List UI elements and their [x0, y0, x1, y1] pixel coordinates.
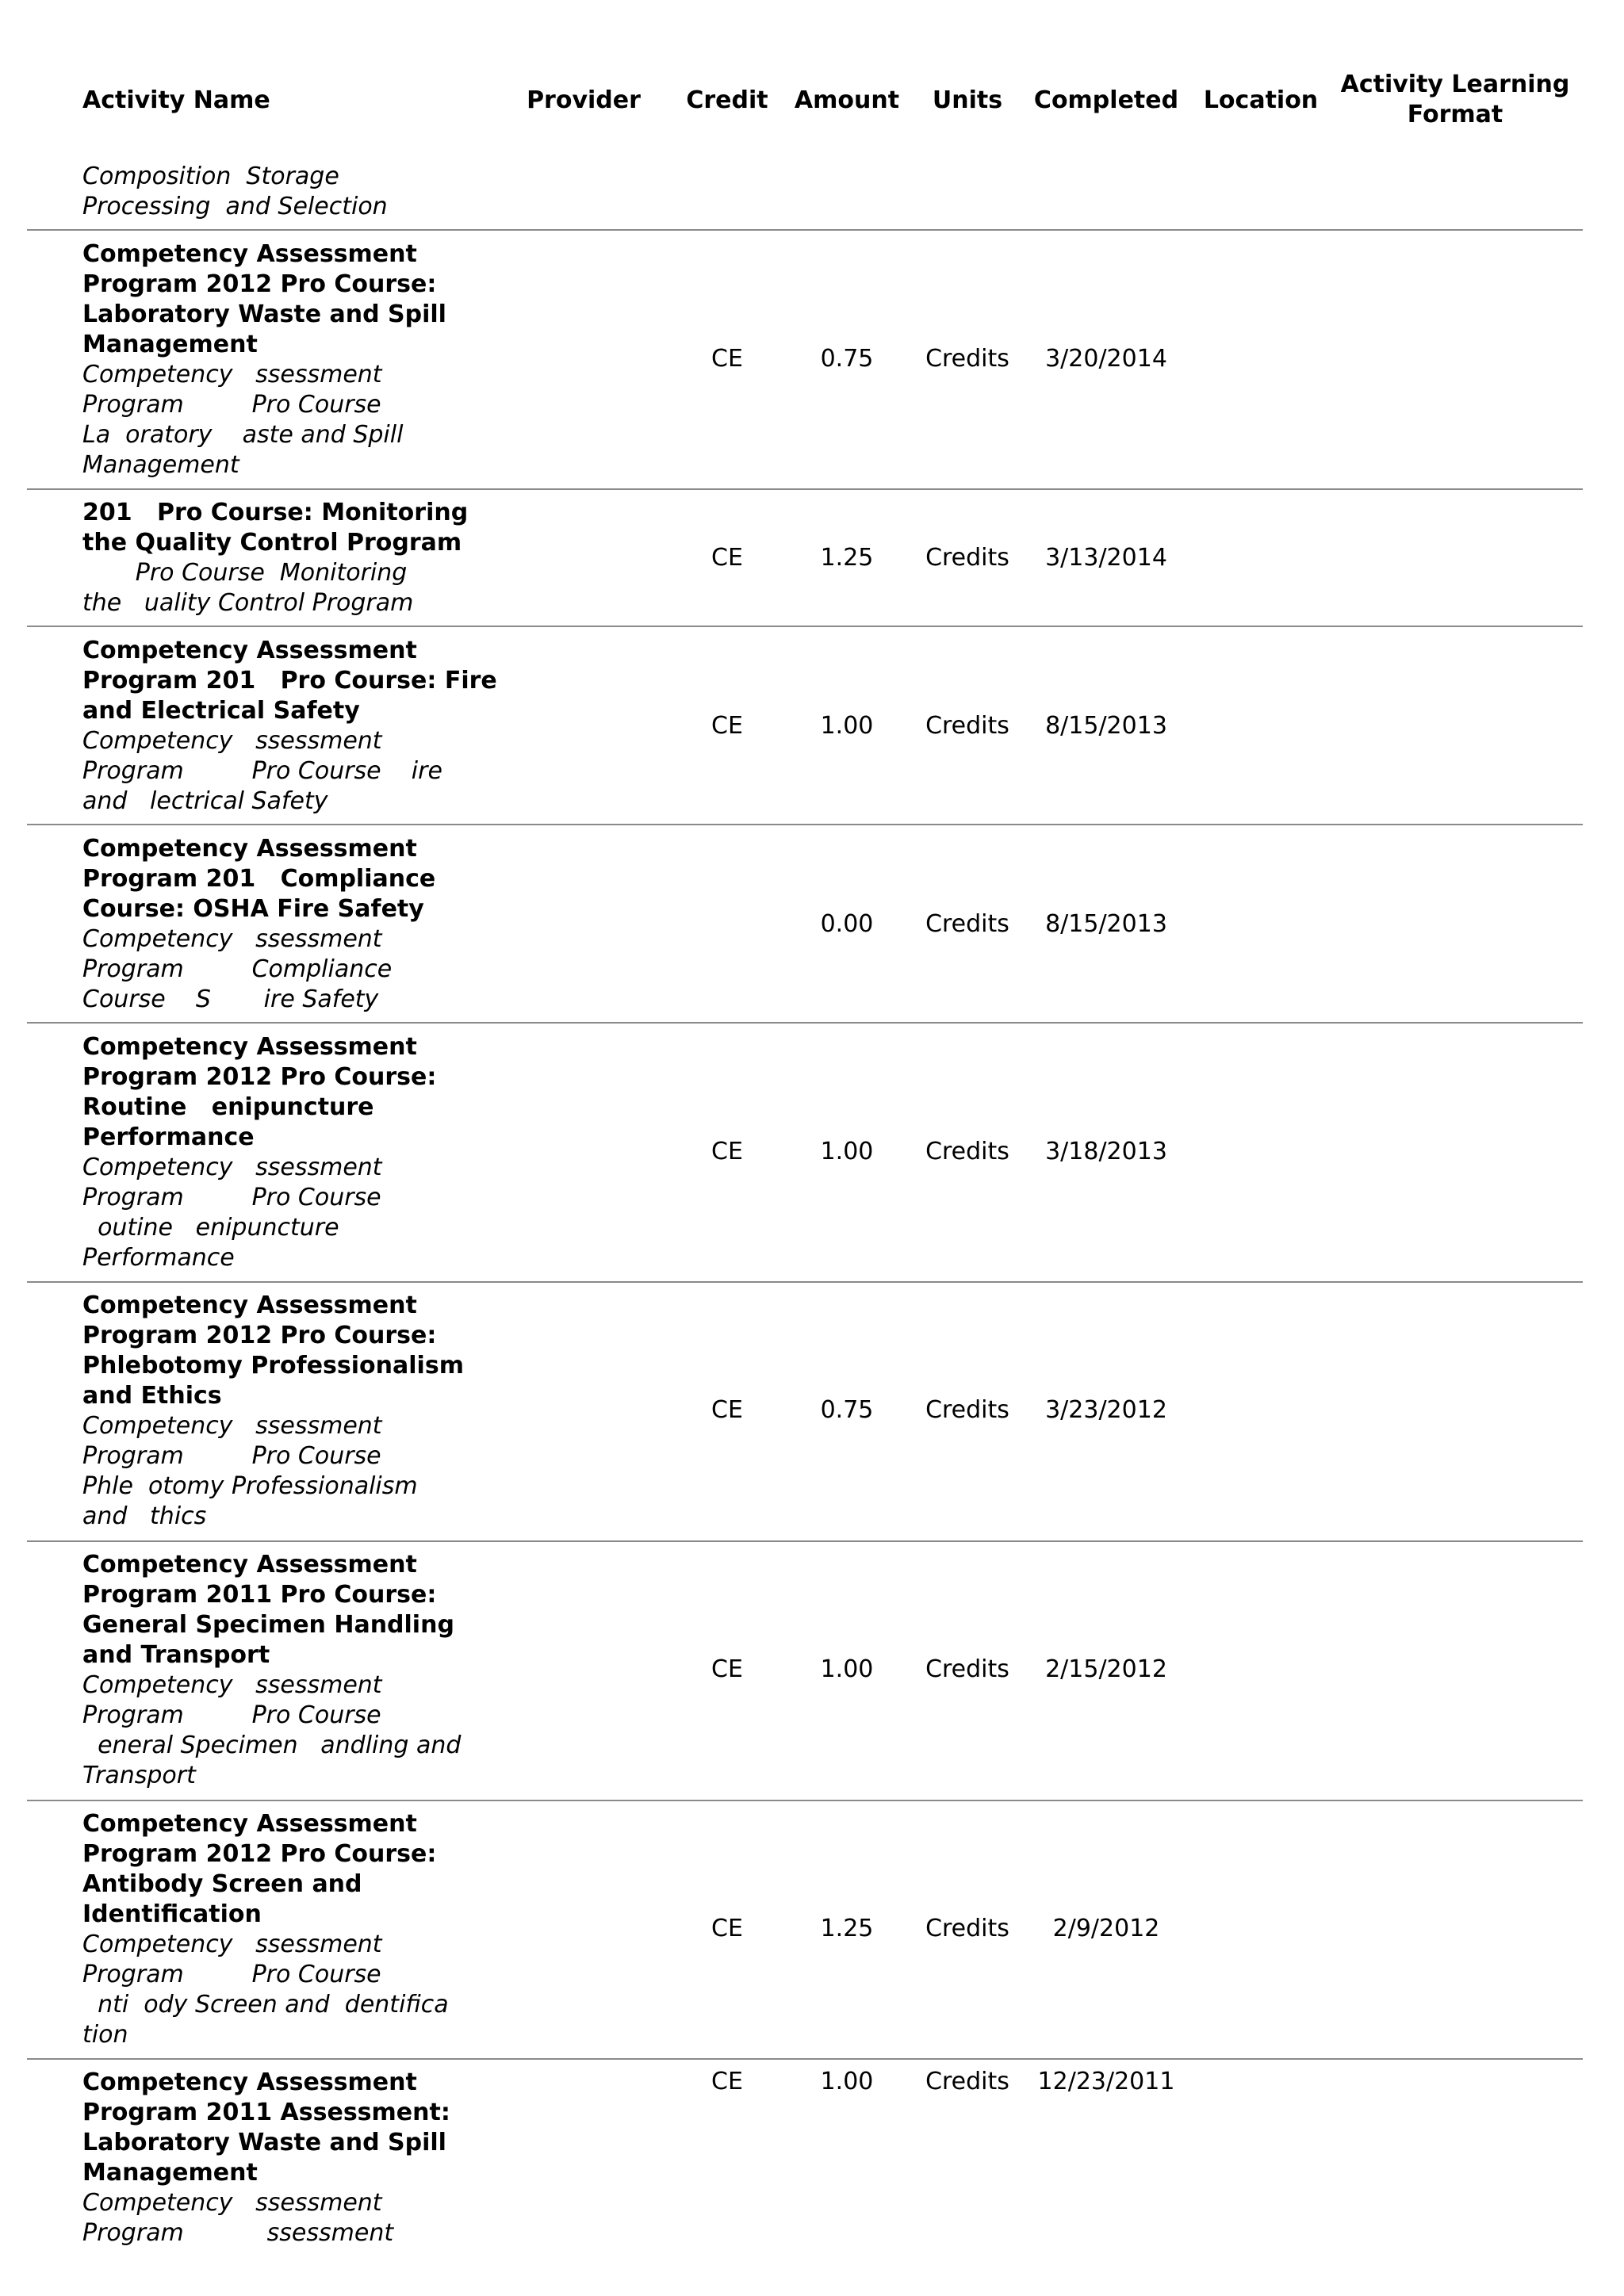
row-divider — [27, 1540, 1583, 1542]
credit-cell: CE — [711, 1915, 743, 1942]
header-completed: Completed — [1033, 86, 1179, 114]
activity-subtitle: Competency ssessment Program Pro Course nti ody Screen and dentifica tion — [82, 1931, 449, 2049]
completed-cell: 3/20/2014 — [1045, 345, 1167, 373]
activity-subtitle: Competency ssessment Program Pro Course La oratory aste and Spill Management — [82, 361, 404, 479]
amount-cell: 1.00 — [820, 1138, 874, 1165]
amount-cell: 1.00 — [820, 1655, 874, 1683]
row-divider — [27, 626, 1583, 627]
activity-title: Competency Assessment Program 2012 Pro Course: Phlebotomy Professionalism and Ethics — [82, 1292, 464, 1410]
units-cell: Credits — [925, 1655, 1009, 1683]
credit-cell: CE — [711, 1138, 743, 1165]
credit-cell: CE — [711, 712, 743, 740]
activity-title: Competency Assessment Program 2012 Pro Course: Laboratory Waste and Spill Management — [82, 240, 446, 358]
activity-title: Competency Assessment Program 2012 Pro Course: Antibody Screen and Identification — [82, 1810, 437, 1928]
amount-cell: 1.25 — [820, 544, 874, 572]
credit-cell: CE — [711, 1655, 743, 1683]
amount-cell: 0.00 — [820, 910, 874, 938]
activity-title: 201 Pro Course: Monitoring the Quality Control Program — [82, 499, 469, 557]
units-cell: Credits — [925, 345, 1009, 373]
header-format-line2: Format — [1407, 101, 1503, 128]
units-cell: Credits — [925, 544, 1009, 572]
amount-cell: 0.75 — [820, 1396, 874, 1424]
activity-subtitle: Pro Course Monitoring the uality Control Program — [82, 559, 414, 617]
row-divider — [27, 2058, 1583, 2060]
header-activity-name: Activity Name — [82, 86, 270, 114]
units-cell: Credits — [925, 1396, 1009, 1424]
row-divider — [27, 824, 1583, 825]
completed-cell: 8/15/2013 — [1045, 910, 1167, 938]
row-divider — [27, 488, 1583, 490]
activity-title: Competency Assessment Program 2011 Assessment: Laboratory Waste and Spill Management — [82, 2068, 450, 2187]
activity-subtitle: Competency ssessment Program Pro Course ire and lectrical Safety — [82, 727, 442, 815]
completed-cell: 2/9/2012 — [1052, 1915, 1160, 1942]
completed-cell: 3/23/2012 — [1045, 1396, 1167, 1424]
credit-cell: CE — [711, 2068, 743, 2095]
row-divider — [27, 1800, 1583, 1801]
row-divider — [27, 229, 1583, 231]
credit-cell: CE — [711, 544, 743, 572]
credit-cell: CE — [711, 1396, 743, 1424]
header-provider: Provider — [527, 86, 641, 114]
units-cell: Credits — [925, 1915, 1009, 1942]
activity-subtitle: Competency ssessment Program Compliance Course S ire Safety — [82, 925, 393, 1013]
completed-cell: 3/18/2013 — [1045, 1138, 1167, 1165]
activity-subtitle: Competency ssessment Program Pro Course Phle otomy Professionalism and thics — [82, 1412, 418, 1530]
activity-title: Competency Assessment Program 201 Compliance Course: OSHA Fire Safety — [82, 835, 436, 923]
header-units: Units — [932, 86, 1003, 114]
row-divider — [27, 1281, 1583, 1283]
completed-cell: 2/15/2012 — [1045, 1655, 1167, 1683]
completed-cell: 12/23/2011 — [1037, 2068, 1175, 2095]
units-cell: Credits — [925, 910, 1009, 938]
credit-cell: CE — [711, 345, 743, 373]
units-cell: Credits — [925, 1138, 1009, 1165]
activity-subtitle: Competency ssessment Program Pro Course eneral Specimen andling and Transport — [82, 1671, 462, 1789]
activity-title: Competency Assessment Program 201 Pro Course: Fire and Electrical Safety — [82, 637, 497, 725]
activity-subtitle: Competency ssessment Program ssessment — [82, 2189, 394, 2247]
header-credit: Credit — [686, 86, 768, 114]
activity-title: Competency Assessment Program 2011 Pro Course: General Specimen Handling and Transport — [82, 1551, 454, 1669]
units-cell: Credits — [925, 712, 1009, 740]
header-amount: Amount — [794, 86, 900, 114]
carryover-subtitle: Composition Storage Processing and Selection — [82, 163, 388, 220]
units-cell: Credits — [925, 2068, 1009, 2095]
activity-subtitle: Competency ssessment Program Pro Course outine enipuncture Performance — [82, 1154, 382, 1272]
header-location: Location — [1203, 86, 1319, 114]
completed-cell: 8/15/2013 — [1045, 712, 1167, 740]
activity-title: Competency Assessment Program 2012 Pro Course: Routine enipuncture Performance — [82, 1033, 437, 1151]
amount-cell: 1.00 — [820, 712, 874, 740]
row-divider — [27, 1022, 1583, 1024]
completed-cell: 3/13/2014 — [1045, 544, 1167, 572]
amount-cell: 1.25 — [820, 1915, 874, 1942]
amount-cell: 1.00 — [820, 2068, 874, 2095]
amount-cell: 0.75 — [820, 345, 874, 373]
header-format-line1: Activity Learning — [1340, 71, 1570, 98]
